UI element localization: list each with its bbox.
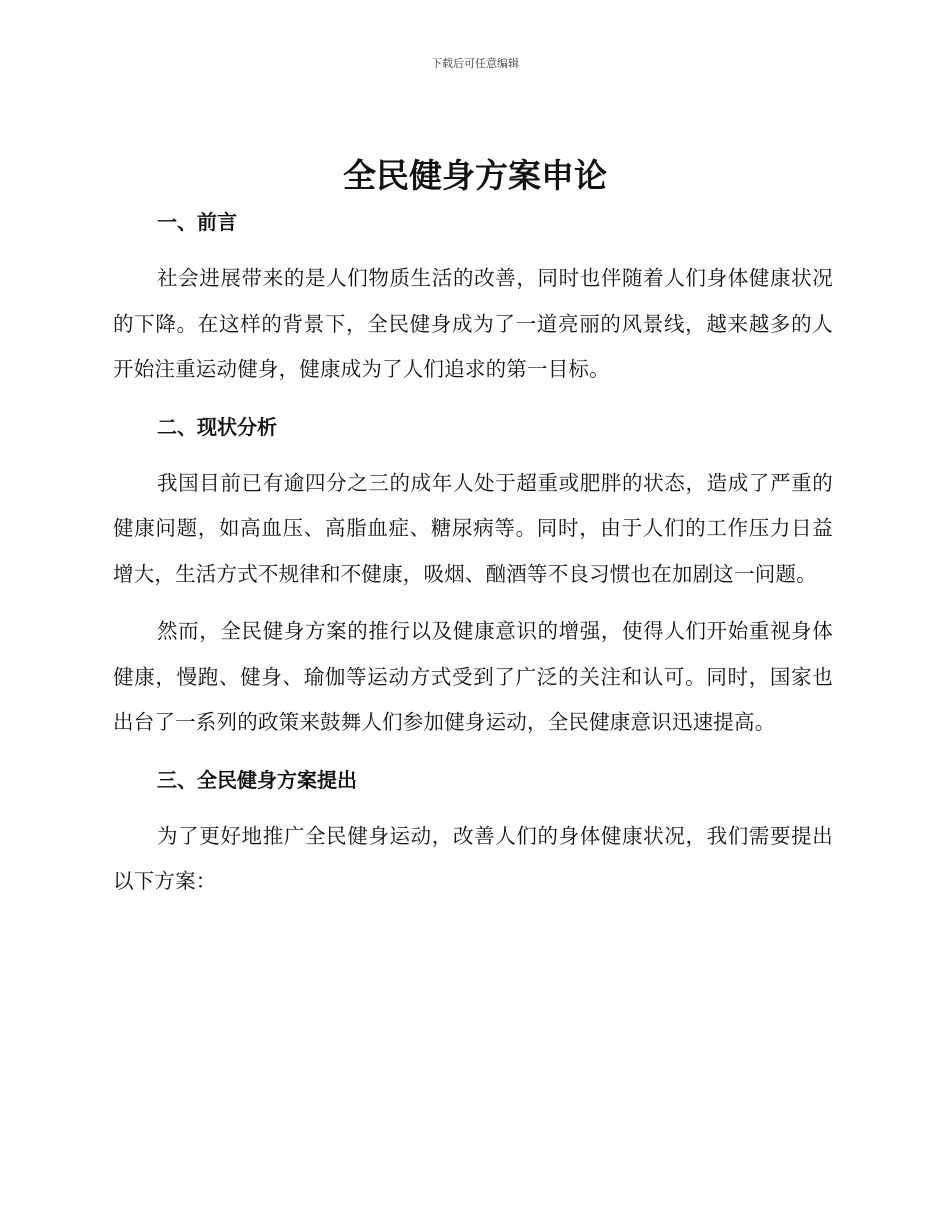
paragraph: 为了更好地推广全民健身运动，改善人们的身体健康状况，我们需要提出以下方案：	[113, 823, 833, 893]
paragraph: 社会进展带来的是人们物质生活的改善，同时也伴随着人们身体健康状况的下降。在这样的背景下，全民健身成为了一道亮丽的风景线，越来越多的人开始注重运动健身，健康成为了人们追求的第一目标。	[113, 266, 833, 381]
paragraph: 然而，全民健身方案的推行以及健康意识的增强，使得人们开始重视身体健康，慢跑、健身、瑜伽等运动方式受到了广泛的关注和认可。同时，国家也出台了一系列的政策来鼓舞人们参加健身运动，全民健康意识迅速提高。	[113, 619, 833, 734]
section-proposal	[113, 758, 833, 905]
section-preface	[113, 200, 833, 405]
section-status-analysis	[113, 405, 833, 758]
document-body	[113, 200, 833, 905]
section-heading: 一、前言	[157, 210, 237, 234]
document-title: 全民健身方案申论	[343, 156, 607, 195]
section-heading: 二、现状分析	[157, 414, 277, 439]
paragraph: 我国目前已有逾四分之三的成年人处于超重或肥胖的状态，造成了严重的健康问题，如高血压、高脂血症、糖尿病等。同时，由于人们的工作压力日益增大，生活方式不规律和不健康，吸烟、酗酒等不良习惯也在加剧这一问题。	[113, 470, 833, 586]
section-heading: 三、全民健身方案提出	[157, 767, 357, 792]
header-note: 下载后可任意编辑	[431, 57, 519, 70]
